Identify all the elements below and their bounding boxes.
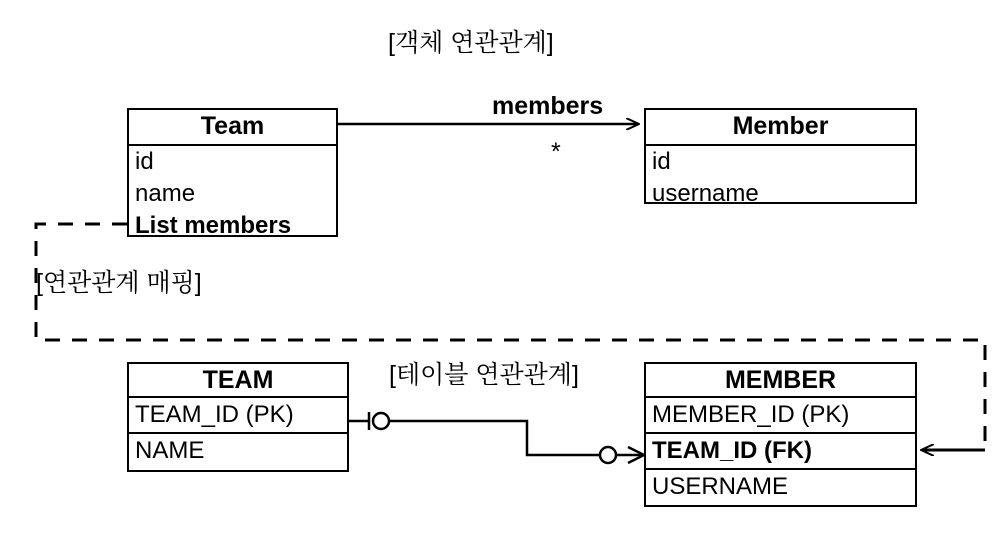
table-member-column: TEAM_ID (FK) (646, 434, 915, 470)
fk-zero-circle-left (373, 413, 389, 429)
mapping-title: [연관관계 매핑] (36, 269, 202, 297)
uml-class-team-attribute: name (135, 180, 196, 207)
fk-crowsfoot-arrow (628, 447, 644, 463)
table-team-column: NAME (129, 434, 347, 468)
uml-class-member (644, 108, 917, 207)
table-team-name: TEAM (129, 364, 347, 398)
table-member (644, 362, 917, 507)
table-member-name: MEMBER (646, 364, 915, 398)
uml-class-member-attribute: id (652, 148, 671, 175)
table-team-column: TEAM_ID (PK) (129, 398, 347, 434)
uml-class-team-name: Team (129, 110, 336, 146)
fk-zero-circle-right (600, 447, 616, 463)
uml-class-team-attribute: List members (135, 212, 292, 239)
object-relation-title: [객체 연관관계] (388, 29, 554, 57)
table-team (127, 362, 349, 472)
association-label-members: members (492, 92, 604, 120)
table-member-column: USERNAME (646, 470, 915, 504)
uml-class-team-attribute: id (135, 148, 154, 175)
association-multiplicity: * (551, 138, 561, 166)
table-member-column: MEMBER_ID (PK) (646, 398, 915, 434)
table-relation-title: [테이블 연관관계] (389, 361, 579, 389)
fk-connector-path (389, 421, 600, 455)
uml-class-member-name: Member (646, 110, 915, 146)
uml-class-team (127, 108, 338, 237)
uml-class-member-attribute: username (652, 180, 759, 207)
